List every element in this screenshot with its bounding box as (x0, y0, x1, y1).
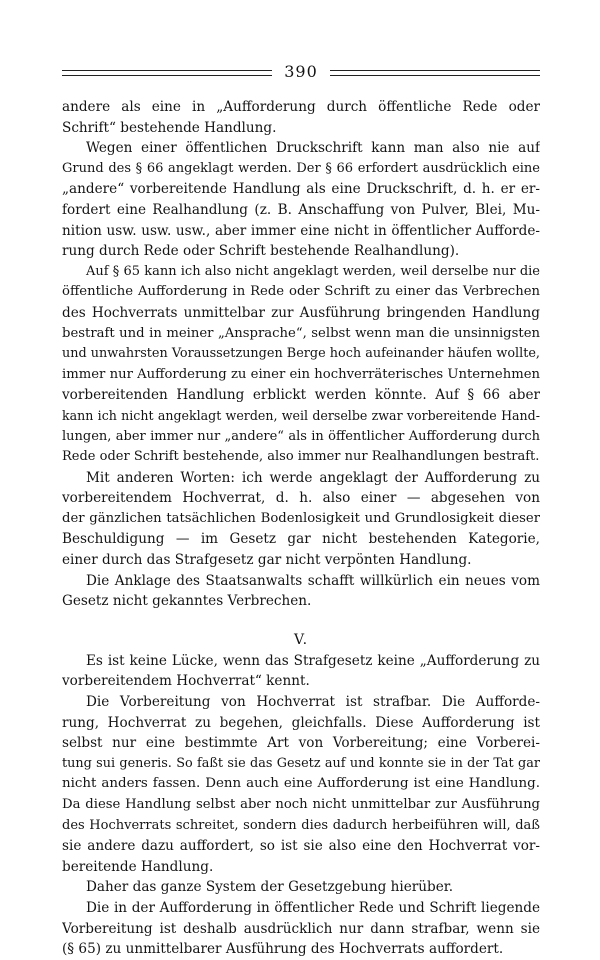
text-line: Daher das ganze System der Gesetzgebung hierüber. (86, 879, 454, 896)
text-line: und unwahrsten Voraussetzungen Berge hoch aufeinander häufen wollte, (62, 346, 540, 362)
paragraph (62, 692, 540, 877)
text-line: selbst nur eine bestimmte Art von Vorbereitung; eine Vorberei- (62, 735, 540, 752)
text-block-before (62, 97, 540, 612)
text-line: Gesetz nicht gekanntes Verbrechen. (62, 593, 312, 610)
text-line: lungen, aber immer nur „andere“ als in öffentlicher Aufforderung durch (62, 428, 540, 444)
text-line: der gänzlichen tatsächlichen Bodenlosigkeit und Grundlosigkeit dieser (62, 510, 540, 526)
text-line: einer durch das Strafgesetz gar nicht verpönten Handlung. (62, 552, 472, 569)
paragraph (62, 262, 540, 468)
text-line: Die in der Aufforderung in öffentlicher Rede und Schrift liegende (86, 899, 540, 916)
text-line: öffentliche Aufforderung in Rede oder Schrift zu einer das Verbrechen (62, 284, 540, 300)
text-line: des Hochverrats unmittelbar zur Ausführung bringenden Handlung (62, 304, 540, 321)
text-line: vorbereitendem Hochverrat, d. h. also einer — abgesehen von (62, 490, 540, 507)
paragraph (62, 877, 540, 898)
text-line: Schrift“ bestehende Handlung. (62, 119, 277, 136)
page-number: 390 (284, 62, 318, 81)
text-line: (§ 65) zu unmittelbarer Ausführung des Hochverrats auffordert. (62, 941, 504, 958)
page-header (62, 62, 540, 84)
paragraph (62, 138, 540, 262)
text-line: Beschuldigung — im Gesetz gar nicht bestehenden Kategorie, (62, 531, 540, 548)
text-line: tung sui generis. So faßt sie das Gesetz auf und konnte sie in der Tat gar (62, 755, 540, 771)
text-line: fordert eine Realhandlung (z. B. Anschaffung von Pulver, Blei, Mu- (62, 201, 540, 218)
text-block-after (62, 651, 540, 960)
text-line: Es ist keine Lücke, wenn das Strafgesetz keine „Aufforderung zu (86, 652, 540, 669)
page-body (62, 97, 540, 960)
text-line: Da diese Handlung selbst aber noch nicht unmittelbar zur Ausführung (62, 797, 540, 812)
text-line: des Hochverrats schreitet, sondern dies dadurch herbeiführen will, daß (62, 817, 540, 833)
text-line: sie andere dazu auffordert, so ist sie also eine den Hochverrat vor- (62, 838, 540, 855)
text-line: bereitende Handlung. (62, 858, 214, 875)
text-line: Wegen einer öffentlichen Druckschrift kann man also nie auf (86, 140, 540, 157)
text-line: rung, Hochverrat zu begehen, gleichfalls. Diese Aufforderung ist (62, 714, 540, 731)
text-line: Die Anklage des Staatsanwalts schafft willkürlich ein neues vom (86, 572, 540, 589)
text-line: kann ich nicht angeklagt werden, weil derselbe zwar vorbereitende Hand- (62, 407, 540, 423)
paragraph (62, 651, 540, 692)
paragraph (62, 97, 540, 138)
paragraph (62, 571, 540, 612)
text-line: andere als eine in „Aufforderung durch öffentliche Rede oder (62, 99, 540, 115)
text-line: vorbereitendem Hochverrat“ kennt. (62, 673, 310, 690)
header-rule-right (330, 70, 540, 76)
text-line: Vorbereitung ist deshalb ausdrücklich nur dann strafbar, wenn sie (62, 920, 540, 937)
text-line: Grund des § 66 angeklagt werden. Der § 66 erfordert ausdrücklich eine (62, 160, 540, 176)
text-line: vorbereitenden Handlung erblickt werden könnte. Auf § 66 aber (62, 387, 540, 404)
text-line: Rede oder Schrift bestehende, also immer nur Realhandlungen bestraft. (62, 449, 540, 465)
text-line: bestraft und in meiner „Ansprache“, selbst wenn man die unsinnigsten (62, 325, 540, 341)
section-gap (62, 612, 540, 629)
text-line: Mit anderen Worten: ich werde angeklagt der Aufforderung zu (86, 469, 540, 486)
paragraph (62, 898, 540, 960)
text-line: rung durch Rede oder Schrift bestehende Realhandlung). (62, 243, 460, 260)
text-line: „andere“ vorbereitende Handlung als eine Druckschrift, d. h. er er- (62, 181, 540, 198)
paragraph (62, 468, 540, 571)
text-line: Auf § 65 kann ich also nicht angeklagt werden, weil derselbe nur die (86, 263, 540, 279)
text-line: Die Vorbereitung von Hochverrat ist strafbar. Die Aufforde- (86, 694, 540, 711)
text-line: nicht anders fassen. Denn auch eine Aufforderung ist eine Handlung. (62, 776, 540, 792)
text-line: immer nur Aufforderung zu einer ein hochverräterisches Unternehmen (62, 366, 540, 382)
section-heading: V. (293, 631, 309, 648)
text-line: nition usw. usw. usw., aber immer eine nicht in öffentlicher Aufforde- (62, 222, 540, 239)
